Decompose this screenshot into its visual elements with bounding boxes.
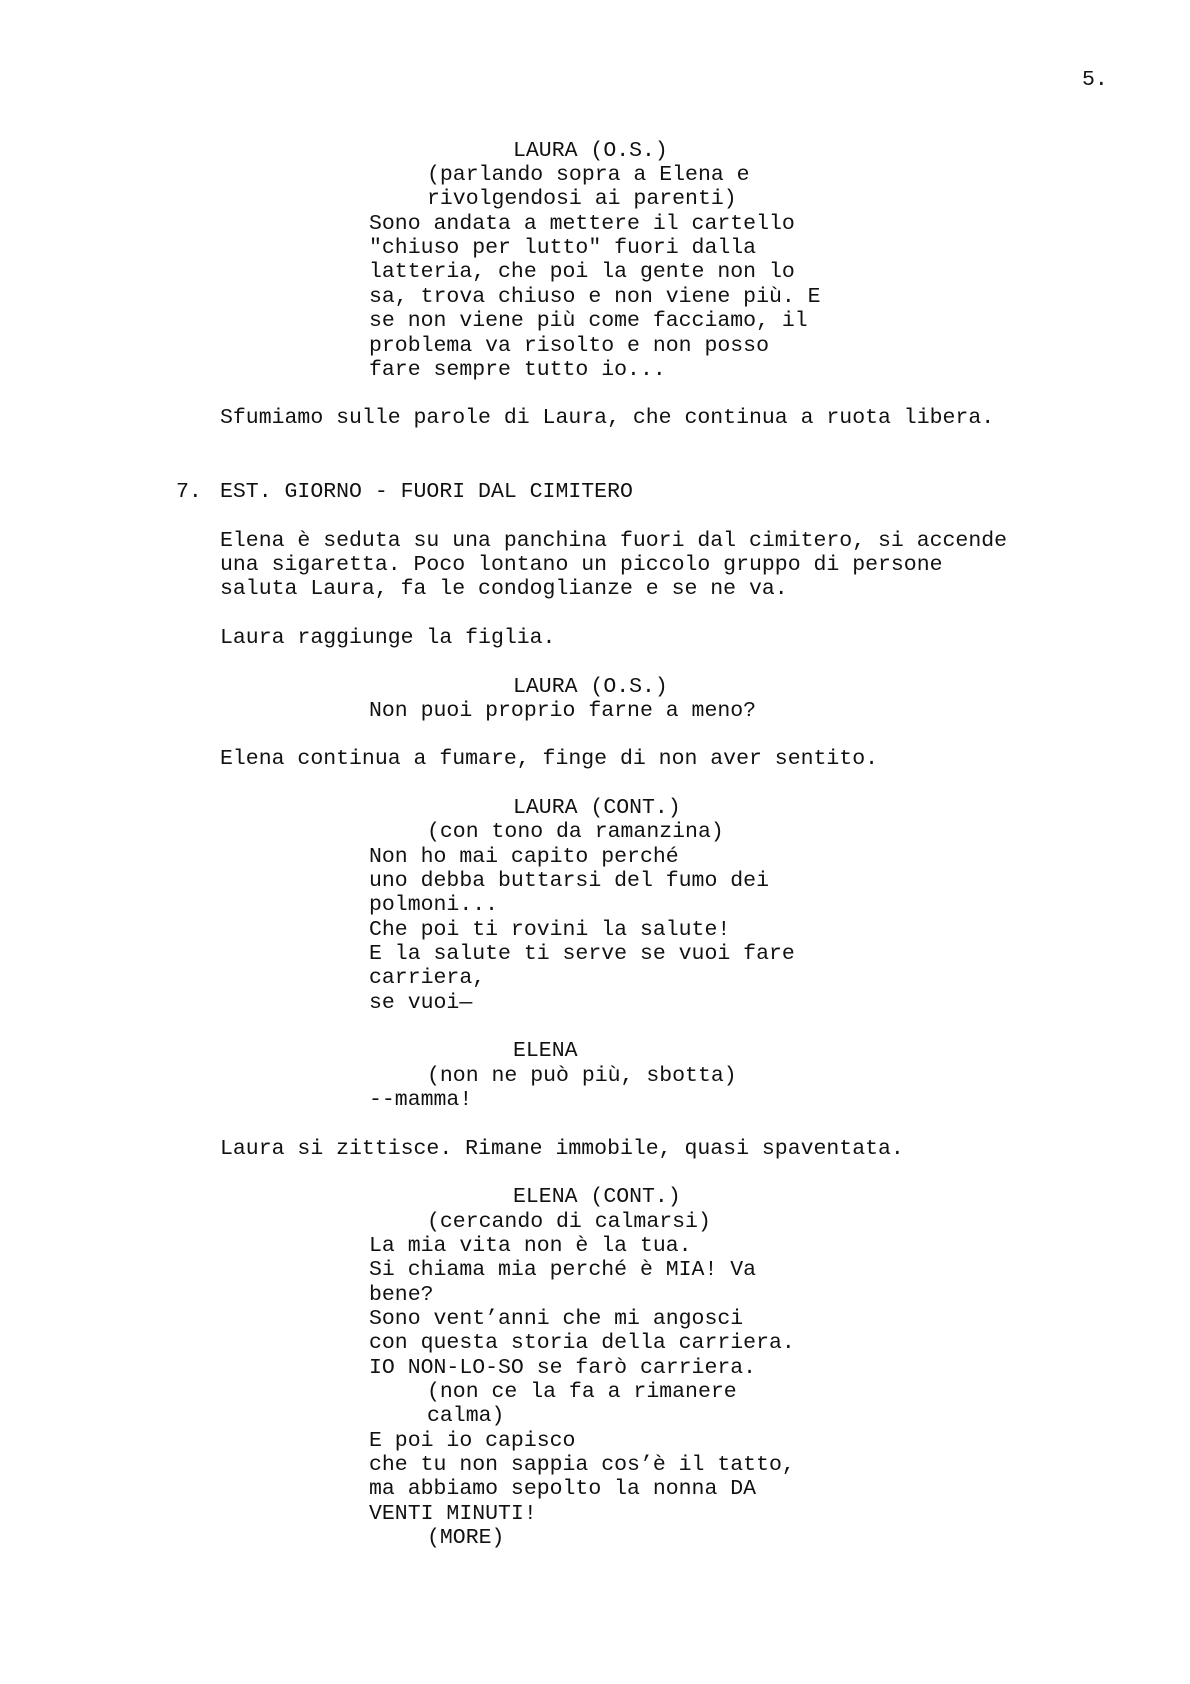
action-line: una sigaretta. Poco lontano un piccolo gruppo di persone [220, 553, 943, 577]
dialogue-line: Si chiama mia perché è MIA! Va [369, 1258, 757, 1282]
parenthetical: (parlando sopra a Elena e [427, 163, 750, 187]
page-number: 5. [1082, 68, 1108, 92]
dialogue-line: con questa storia della carriera. [369, 1331, 795, 1355]
dialogue-line: --mamma! [369, 1088, 473, 1112]
parenthetical: (non ne può più, sbotta) [427, 1064, 737, 1088]
more-marker: (MORE) [427, 1526, 505, 1550]
character-name: ELENA [513, 1039, 578, 1063]
action-line: Laura si zittisce. Rimane immobile, quasi spaventata. [220, 1137, 904, 1161]
action-line: Sfumiamo sulle parole di Laura, che continua a ruota libera. [220, 406, 995, 430]
parenthetical: (non ce la fa a rimanere [427, 1380, 737, 1404]
dialogue-line: che tu non sappia cos’è il tatto, [369, 1453, 795, 1477]
scene-heading: EST. GIORNO - FUORI DAL CIMITERO [220, 480, 633, 504]
dialogue-line: sa, trova chiuso e non viene più. E [369, 285, 821, 309]
dialogue-line: uno debba buttarsi del fumo dei [369, 869, 769, 893]
parenthetical: calma) [427, 1404, 505, 1428]
dialogue-line: Non puoi proprio farne a meno? [369, 699, 757, 723]
character-name: LAURA (O.S.) [513, 139, 668, 163]
dialogue-line: E la salute ti serve se vuoi fare [369, 942, 795, 966]
action-line: Elena è seduta su una panchina fuori dal cimitero, si accende [220, 529, 1008, 553]
dialogue-line: carriera, [369, 966, 486, 990]
parenthetical: (cercando di calmarsi) [427, 1210, 711, 1234]
character-name: ELENA (CONT.) [513, 1185, 681, 1209]
dialogue-line: Sono vent’anni che mi angosci [369, 1307, 744, 1331]
character-name: LAURA (CONT.) [513, 796, 681, 820]
dialogue-line: Sono andata a mettere il cartello [369, 212, 795, 236]
parenthetical: rivolgendosi ai parenti) [427, 187, 737, 211]
dialogue-line: ma abbiamo sepolto la nonna DA [369, 1477, 757, 1501]
parenthetical: (con tono da ramanzina) [427, 820, 724, 844]
dialogue-line: problema va risolto e non posso [369, 334, 769, 358]
dialogue-line: Non ho mai capito perché [369, 845, 679, 869]
dialogue-line: Che poi ti rovini la salute! [369, 918, 731, 942]
dialogue-line: La mia vita non è la tua. [369, 1234, 692, 1258]
dialogue-line: polmoni... [369, 893, 499, 917]
action-line: Elena continua a fumare, finge di non aver sentito. [220, 747, 879, 771]
dialogue-line: latteria, che poi la gente non lo [369, 260, 795, 284]
dialogue-line: bene? [369, 1283, 434, 1307]
action-line: Laura raggiunge la figlia. [220, 626, 556, 650]
scene-number: 7. [176, 480, 202, 504]
dialogue-line: "chiuso per lutto" fuori dalla [369, 236, 757, 260]
dialogue-line: E poi io capisco [369, 1429, 576, 1453]
dialogue-line: IO NON-LO-SO se farò carriera. [369, 1356, 757, 1380]
dialogue-line: se vuoi— [369, 991, 473, 1015]
action-line: saluta Laura, fa le condoglianze e se ne va. [220, 577, 788, 601]
dialogue-line: se non viene più come facciamo, il [369, 309, 808, 333]
dialogue-line: VENTI MINUTI! [369, 1502, 537, 1526]
character-name: LAURA (O.S.) [513, 675, 668, 699]
dialogue-line: fare sempre tutto io... [369, 358, 666, 382]
